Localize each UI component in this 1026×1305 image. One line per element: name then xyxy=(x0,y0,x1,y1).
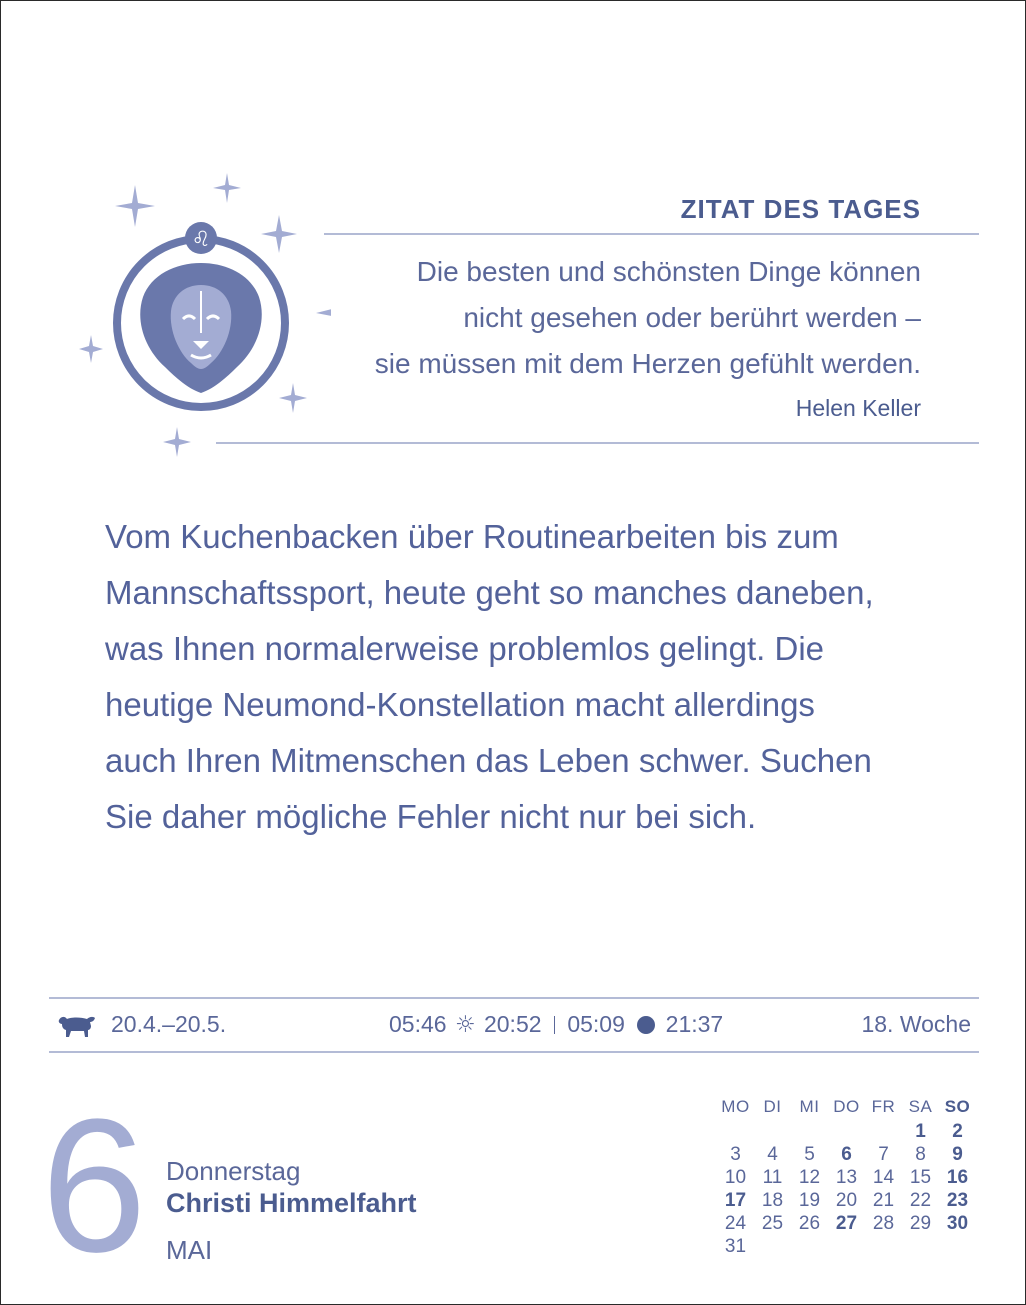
calendar-week-row xyxy=(717,1120,976,1143)
quote-top-divider xyxy=(324,233,979,235)
calendar-day: 31 xyxy=(724,1235,747,1257)
calendar-day: 11 xyxy=(762,1166,783,1188)
calendar-day xyxy=(791,1235,828,1258)
moonrise-time: 05:09 xyxy=(567,1011,625,1037)
horoscope-line: heutige Neumond-Konstellation macht allerdings xyxy=(105,686,815,723)
calendar-day: 25 xyxy=(761,1212,784,1234)
calendar-day: 18 xyxy=(761,1189,784,1211)
zodiac-emblem xyxy=(71,171,331,471)
calendar-day xyxy=(902,1235,939,1258)
calendar-week-row xyxy=(717,1235,976,1258)
calendar-day xyxy=(717,1120,754,1143)
horoscope-line: auch Ihren Mitmenschen das Leben schwer. Suchen xyxy=(105,742,872,779)
calendar-day: 23 xyxy=(946,1189,969,1211)
calendar-weekday-header: SA xyxy=(908,1097,933,1116)
sun-icon: ☼ xyxy=(454,1012,476,1038)
moon-icon xyxy=(637,1016,655,1034)
mini-calendar xyxy=(717,1094,976,1258)
calendar-day: 15 xyxy=(909,1166,932,1188)
holiday-name: Christi Himmelfahrt xyxy=(166,1188,417,1218)
horoscope-line: was Ihnen normalerweise problemlos gelingt. Die xyxy=(105,630,825,667)
quote-line: Die besten und schönsten Dinge können xyxy=(416,256,921,287)
separator xyxy=(554,1016,555,1034)
horoscope-line: Sie daher mögliche Fehler nicht nur bei sich. xyxy=(105,798,757,835)
calendar-weekday-header: MO xyxy=(721,1097,750,1116)
calendar-day: 30 xyxy=(946,1212,969,1234)
quote-line: sie müssen mit dem Herzen gefühlt werden. xyxy=(374,348,921,379)
quote-author: Helen Keller xyxy=(795,395,921,421)
leo-symbol-icon: ♌ xyxy=(191,227,211,251)
calendar-body xyxy=(717,1120,976,1258)
calendar-weekday-header: SO xyxy=(944,1097,971,1116)
calendar-day: 12 xyxy=(798,1166,821,1188)
day-number: 6 xyxy=(41,1080,147,1292)
calendar-weekday-header: FR xyxy=(871,1097,896,1116)
month-name: MAI xyxy=(166,1235,213,1265)
calendar-week-row xyxy=(717,1166,976,1189)
calendar-weekday-header: DO xyxy=(833,1097,860,1116)
calendar-day: 28 xyxy=(872,1212,895,1234)
calendar-day: 22 xyxy=(909,1189,932,1211)
calendar-day: 1 xyxy=(915,1120,926,1142)
horoscope-line: Mannschaftssport, heute geht so manches daneben, xyxy=(105,574,874,611)
calendar-day: 19 xyxy=(798,1189,821,1211)
calendar-day: 10 xyxy=(724,1166,747,1188)
quote-text xyxy=(321,249,921,387)
sunrise-time: 05:46 xyxy=(389,1011,447,1037)
calendar-day: 20 xyxy=(835,1189,858,1211)
calendar-week-row xyxy=(717,1143,976,1166)
calendar-day: 5 xyxy=(804,1143,815,1165)
calendar-day: 8 xyxy=(915,1143,926,1165)
horoscope-line: Vom Kuchenbacken über Routinearbeiten bis zum xyxy=(105,518,839,555)
calendar-day xyxy=(754,1120,791,1143)
calendar-header-row xyxy=(717,1094,976,1120)
calendar-day: 13 xyxy=(835,1166,858,1188)
quote-heading: ZITAT DES TAGES xyxy=(680,194,921,224)
sunset-time: 20:52 xyxy=(483,1011,542,1037)
calendar-weekday-header: DI xyxy=(763,1097,782,1116)
calendar-day: 6 xyxy=(841,1143,852,1165)
calendar-day: 2 xyxy=(952,1120,963,1142)
calendar-day xyxy=(828,1235,865,1258)
calendar-week-row xyxy=(717,1212,976,1235)
calendar-weekday-header: MI xyxy=(799,1097,820,1116)
calendar-day: 7 xyxy=(878,1143,889,1165)
calendar-day: 9 xyxy=(952,1143,963,1165)
calendar-day: 3 xyxy=(730,1143,741,1165)
calendar-day xyxy=(865,1235,902,1258)
bull-icon xyxy=(57,1012,97,1038)
week-number: 18. Woche xyxy=(861,1011,971,1037)
calendar-day xyxy=(754,1235,791,1258)
calendar-day: 21 xyxy=(872,1189,895,1211)
calendar-day: 24 xyxy=(724,1212,747,1234)
calendar-day: 29 xyxy=(909,1212,932,1234)
moonset-time: 21:37 xyxy=(665,1011,724,1037)
sun-moon-times xyxy=(389,1011,723,1038)
info-bar xyxy=(49,997,979,1053)
zodiac-date-range: 20.4.–20.5. xyxy=(111,1011,227,1037)
weekday: Donnerstag xyxy=(166,1156,301,1186)
quote-line: nicht gesehen oder berührt werden – xyxy=(463,302,921,333)
calendar-day xyxy=(791,1120,828,1143)
quote-bottom-divider xyxy=(216,442,979,444)
horoscope-text xyxy=(105,509,985,845)
calendar-day: 27 xyxy=(835,1212,858,1234)
calendar-day: 16 xyxy=(946,1166,969,1188)
lion-icon xyxy=(140,263,262,393)
calendar-day: 17 xyxy=(724,1189,747,1211)
calendar-week-row xyxy=(717,1189,976,1212)
calendar-day xyxy=(865,1120,902,1143)
calendar-day xyxy=(828,1120,865,1143)
calendar-day: 14 xyxy=(872,1166,895,1188)
calendar-day: 4 xyxy=(767,1143,778,1165)
calendar-day xyxy=(939,1235,976,1258)
calendar-day: 26 xyxy=(798,1212,821,1234)
